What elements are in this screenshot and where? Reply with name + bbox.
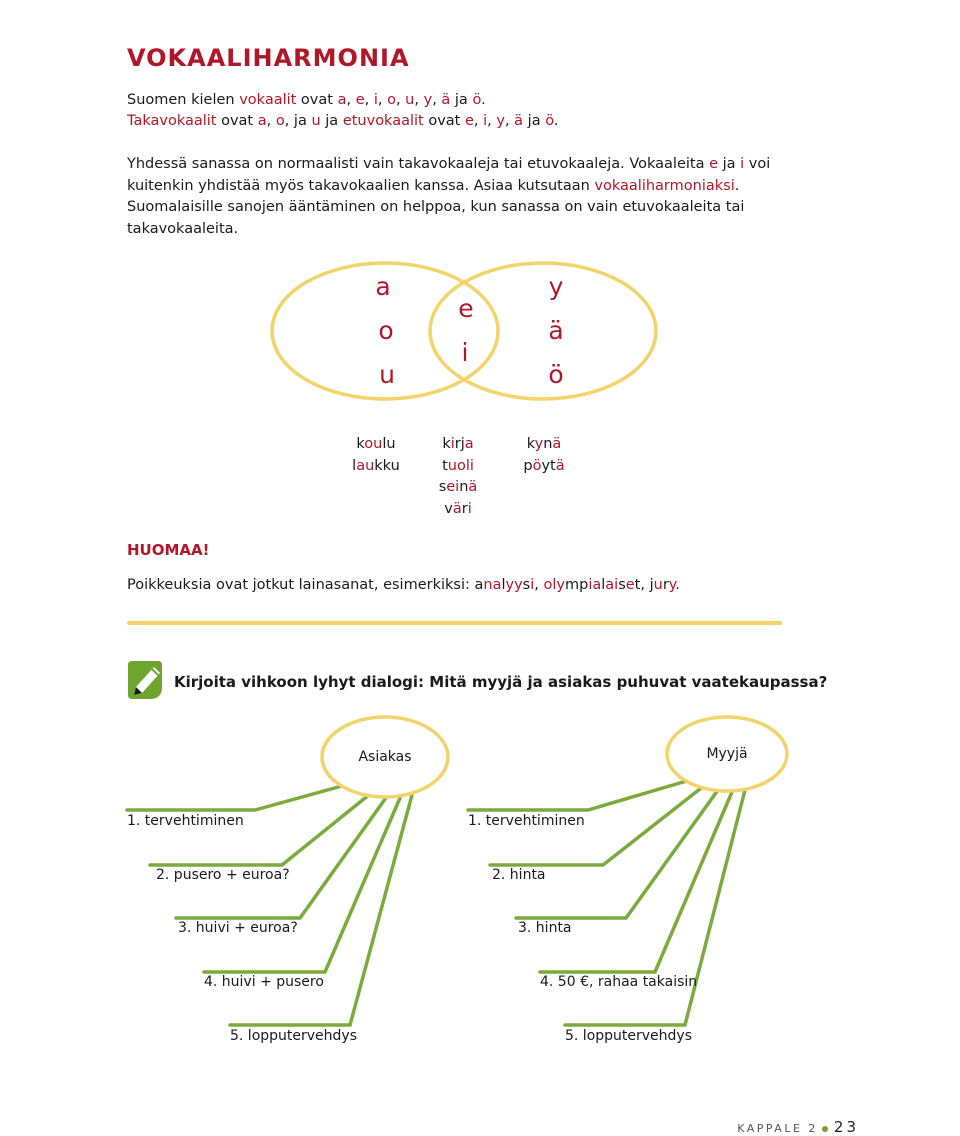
customer-item-4: 4. huivi + pusero — [204, 974, 324, 990]
highlight: ä — [514, 113, 524, 129]
left-line-1 — [127, 781, 360, 810]
text: . Suomalaisille sanojen ääntäminen on helppoa, kun sanassa on vain etuvokaaleita tai takavokaaleita. — [127, 177, 745, 237]
customer-item-2: 2. pusero + euroa? — [156, 867, 290, 883]
highlight: y — [496, 113, 505, 129]
text: voi kuitenkin yhdistää myös takavokaalien kanssa. Asiaa kutsutaan — [127, 156, 771, 194]
text: a — [474, 577, 484, 593]
text: t, j — [634, 577, 654, 593]
seller-item-2: 2. hinta — [492, 867, 546, 883]
highlight: o — [387, 92, 396, 108]
highlight: ö — [472, 92, 482, 108]
highlight: i — [483, 113, 488, 129]
text: , — [487, 113, 497, 129]
text: s — [522, 577, 531, 593]
text: , — [346, 92, 356, 108]
highlight: ä — [555, 458, 565, 474]
highlight: u — [405, 92, 415, 108]
highlight: ä — [441, 92, 451, 108]
highlight: a — [464, 436, 474, 452]
text: k — [356, 436, 365, 452]
chapter-label: KAPPALE 2 — [737, 1122, 818, 1135]
venn-vowel-i: i — [461, 338, 469, 367]
customer-item-3: 3. huivi + euroa? — [178, 920, 298, 936]
highlight: au — [356, 458, 375, 474]
highlight: etuvokaalit — [342, 113, 424, 129]
text: Poikkeuksia ovat jotkut lainasanat, esimerkiksi: — [127, 577, 475, 593]
highlight: na — [483, 577, 502, 593]
text: , — [473, 113, 484, 129]
text: ja — [523, 113, 546, 129]
venn-vowel-e: e — [458, 294, 474, 323]
highlight: vokaaliharmoniaksi — [594, 177, 735, 194]
text: l — [601, 577, 606, 593]
text: yt — [541, 458, 556, 474]
text: s — [618, 577, 626, 593]
text: s — [438, 479, 447, 495]
text: . — [675, 577, 680, 593]
text: , — [414, 92, 424, 108]
page-footer — [737, 1118, 859, 1136]
highlight: u — [311, 113, 321, 129]
text: lu — [382, 436, 396, 452]
venn-vowel-a: a — [375, 272, 391, 301]
highlight: ei — [446, 479, 460, 495]
highlight: a — [337, 92, 347, 108]
text: n — [543, 436, 553, 452]
highlight: ö — [532, 458, 542, 474]
highlight: uoli — [447, 458, 474, 474]
text: ovat — [216, 113, 258, 129]
venn-vowel-u: u — [379, 360, 395, 389]
highlight: e — [709, 156, 719, 172]
text: , — [504, 113, 515, 129]
seller-label: Myyjä — [706, 746, 748, 762]
right-line-1 — [468, 780, 690, 810]
text: ovat — [423, 113, 465, 129]
venn-vowel-y: y — [548, 272, 564, 301]
text: , — [266, 113, 276, 129]
venn-vowel-oe: ö — [548, 360, 564, 389]
footer-dot-icon — [822, 1126, 828, 1132]
highlight: y — [423, 92, 433, 108]
page-number: 23 — [833, 1118, 859, 1136]
text: k — [526, 436, 535, 452]
text: Suomen kielen — [127, 92, 240, 108]
seller-item-5: 5. lopputervehdys — [565, 1028, 693, 1044]
highlight: ö — [545, 113, 554, 129]
text: n — [459, 479, 469, 495]
highlight: yy — [505, 577, 523, 593]
highlight: e — [464, 113, 474, 129]
highlight: Takavokaalit — [127, 113, 217, 129]
highlight: e — [355, 92, 365, 108]
highlight: i — [530, 577, 535, 593]
text: ja — [320, 113, 343, 129]
highlight: i — [373, 92, 378, 108]
highlight: e — [625, 577, 635, 593]
highlight: i — [450, 436, 455, 452]
highlight: u — [653, 577, 663, 593]
text: p — [523, 458, 533, 474]
text: v — [444, 501, 453, 517]
highlight: vokaalit — [239, 92, 297, 108]
text: ovat — [296, 92, 338, 108]
text: kku — [374, 458, 400, 474]
highlight: ä — [468, 479, 478, 495]
text: t — [442, 458, 448, 474]
customer-item-1: 1. tervehtiminen — [127, 813, 244, 829]
customer-item-5: 5. lopputervehdys — [230, 1028, 358, 1044]
task-instruction: Kirjoita vihkoon lyhyt dialogi: Mitä myyjä ja asiakas puhuvat vaatekaupassa? — [174, 673, 828, 691]
text: r — [662, 577, 669, 593]
seller-item-4: 4. 50 €, rahaa takaisin — [540, 974, 698, 990]
highlight: ai — [605, 577, 619, 593]
venn-vowel-o: o — [378, 316, 394, 345]
text: , — [364, 92, 374, 108]
text: , ja — [284, 113, 312, 129]
highlight: ou — [364, 436, 383, 452]
highlight: i — [740, 156, 745, 172]
highlight: ä — [552, 436, 562, 452]
highlight: ia — [588, 577, 602, 593]
highlight: y — [668, 577, 676, 593]
text: l — [501, 577, 506, 593]
text: . — [553, 113, 559, 129]
highlight: o — [275, 113, 285, 129]
highlight: ä — [452, 501, 462, 517]
text: ja — [450, 92, 473, 108]
text: Yhdessä sanassa on normaalisti vain takavokaaleja tai etuvokaaleja. Vokaaleita — [127, 156, 710, 172]
text: rj — [454, 436, 465, 452]
highlight: y — [534, 436, 544, 452]
text: , — [534, 577, 544, 593]
seller-item-1: 1. tervehtiminen — [468, 813, 585, 829]
highlight: i — [467, 501, 472, 517]
text: mp — [564, 577, 589, 593]
text: k — [442, 436, 451, 452]
text: , — [432, 92, 442, 108]
highlight: oly — [543, 577, 565, 593]
highlight: a — [257, 113, 267, 129]
note-heading: HUOMAA! — [127, 541, 210, 559]
text: l — [352, 458, 357, 474]
venn-vowel-ae: ä — [548, 316, 564, 345]
text: r — [461, 501, 468, 517]
seller-item-3: 3. hinta — [518, 920, 572, 936]
text: , — [377, 92, 388, 108]
text: , — [395, 92, 406, 108]
customer-label: Asiakas — [358, 749, 412, 765]
page-title: VOKAALIHARMONIA — [127, 44, 410, 72]
text: . — [481, 92, 486, 108]
text: ja — [718, 156, 741, 172]
